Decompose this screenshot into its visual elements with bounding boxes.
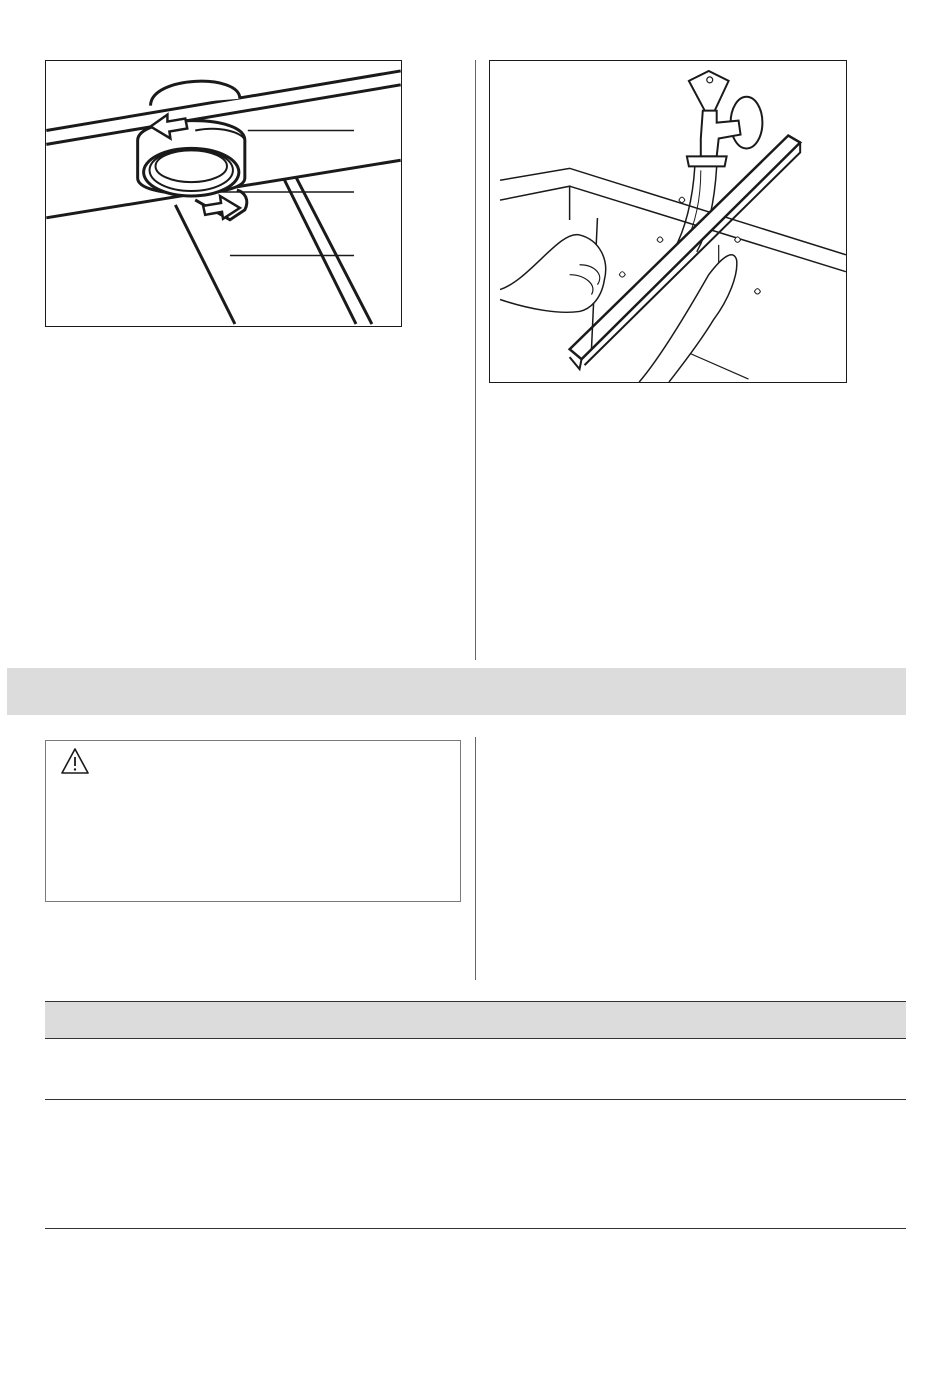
- warning-triangle-icon: [59, 746, 91, 776]
- spray-arm-rinse-illustration: [490, 61, 846, 382]
- table-rule-row-2: [45, 1228, 906, 1229]
- column-divider-top: [475, 60, 476, 660]
- table-header-band: [45, 1001, 906, 1039]
- figure-spray-arm-cleaning: [489, 60, 847, 383]
- section-header-band: [7, 668, 906, 715]
- table-rule-row-1: [45, 1099, 906, 1100]
- spray-arm-ring-illustration: [46, 61, 401, 326]
- column-divider-bottom: [475, 737, 476, 980]
- warning-box: [45, 740, 461, 902]
- figure-spray-arm-fitting: [45, 60, 402, 327]
- table-rule-header: [45, 1038, 906, 1039]
